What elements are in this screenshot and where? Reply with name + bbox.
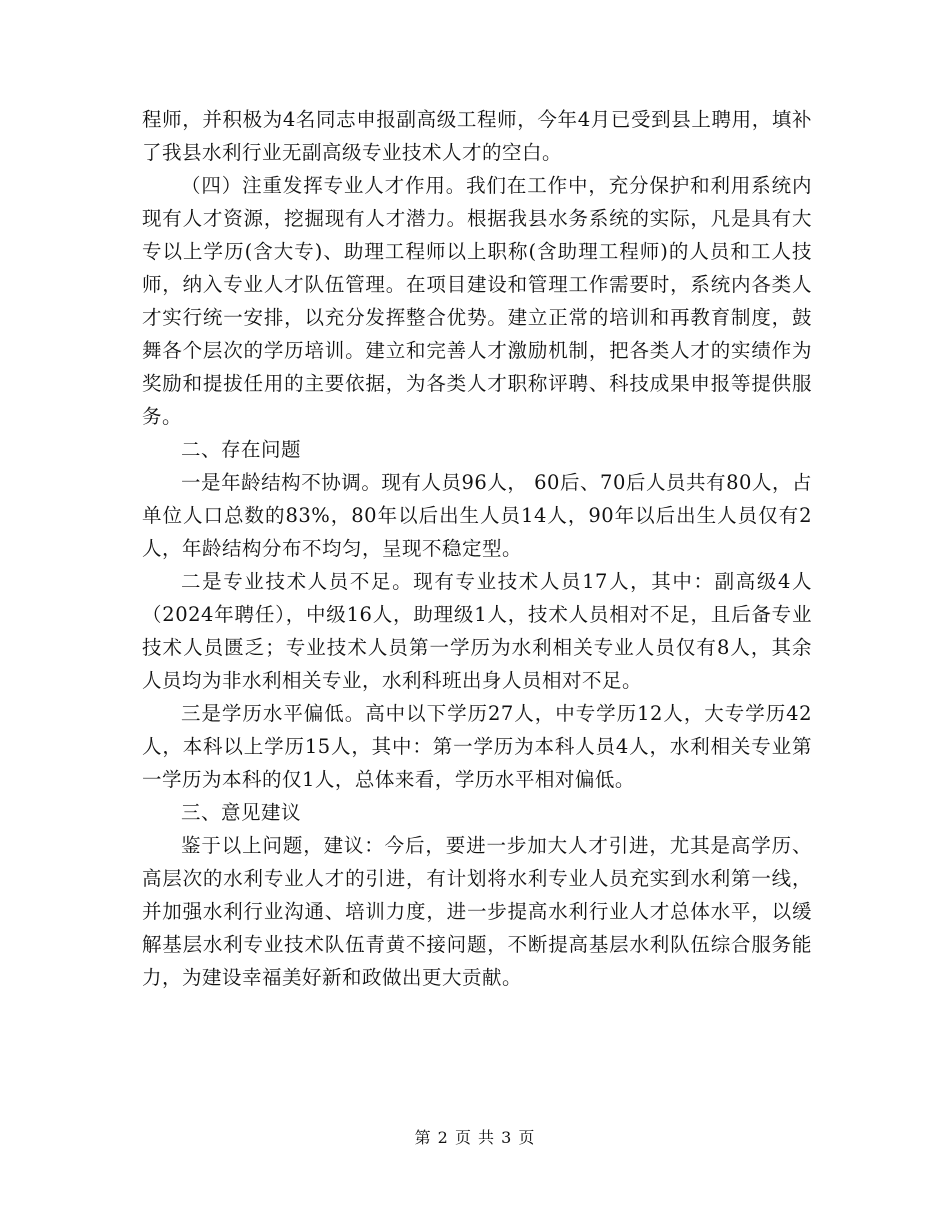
- paragraph-suggestions: 鉴于以上问题，建议：今后，要进一步加大人才引进，尤其是高学历、高层次的水利专业人才的引进，有计划将水利专业人员充实到水利第一线，并加强水利行业沟通、培训力度，进一步提高水利行业人才总体水平，以缓解基层水利专业技术队伍青黄不接问题，不断提高基层水利队伍综合服务能力，为建设幸福美好新和政做出更大贡献。: [142, 834, 812, 989]
- paragraph-section-four: （四）注重发挥专业人才作用。我们在工作中，充分保护和利用系统内现有人才资源，挖掘现有人才潜力。根据我县水务系统的实际，凡是具有大专以上学历(含大专)、助理工程师以上职称(含助理工程师)的人员和工人技师，纳入专业人才队伍管理。在项目建设和管理工作需要时，系统内各类人才实行统一安排，以充分发挥整合优势。建立正常的培训和再教育制度，鼓舞各个层次的学历培训。建立和完善人才激励机制，把各类人才的实绩作为奖励和提拔任用的主要依据，为各类人才职称评聘、科技成果申报等提供服务。: [142, 174, 812, 428]
- heading-suggestions: 三、意见建议: [181, 801, 302, 824]
- paragraph-problem-technical: 二是专业技术人员不足。现有专业技术人员17人，其中：副高级4人（2024年聘任），中级16人，助理级1人，技术人员相对不足，且后备专业技术人员匮乏；专业技术人员第一学历为水利相关专业人员仅有8人，其余人员均为非水利相关专业，水利科班出身人员相对不足。: [142, 570, 812, 692]
- paragraph-problem-age: 一是年龄结构不协调。现有人员96人， 60后、70后人员共有80人，占单位人口总数的83%，80年以后出生人员14人，90年以后出生人员仅有2人，年龄结构分布不均匀，呈现不稳定型。: [142, 471, 812, 560]
- page-number-label: 第 2 页 共 3 页: [414, 1128, 536, 1147]
- document-body: [142, 103, 812, 994]
- page-footer: [0, 1128, 950, 1148]
- paragraph-problem-education: 三是学历水平偏低。高中以下学历27人，中专学历12人，大专学历42人，本科以上学历15人，其中：第一学历为本科人员4人，水利相关专业第一学历为本科的仅1人，总体来看，学历水平相对偏低。: [142, 702, 812, 791]
- heading-existing-problems: 二、存在问题: [181, 438, 302, 461]
- paragraph-continuation: 程师，并积极为4名同志申报副高级工程师，今年4月已受到县上聘用，填补了我县水利行业无副高级专业技术人才的空白。: [142, 108, 812, 164]
